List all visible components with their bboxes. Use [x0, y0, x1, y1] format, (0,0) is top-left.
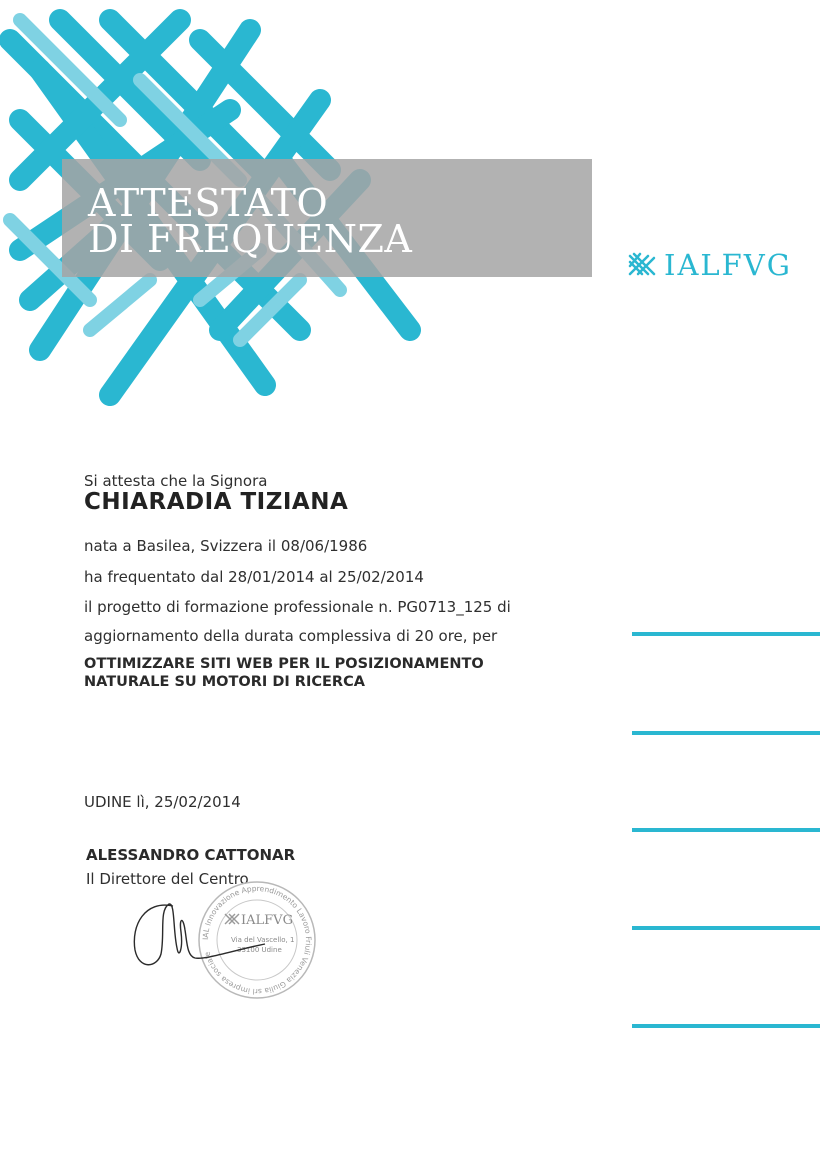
ialfvg-logo — [628, 248, 792, 282]
attendance-period: ha frequentato dal 28/01/2014 al 25/02/2014 — [84, 568, 424, 586]
place-and-date: UDINE lì, 25/02/2014 — [84, 793, 241, 811]
birth-info: nata a Basilea, Svizzera il 08/06/1986 — [84, 537, 368, 555]
signature-and-stamp — [125, 870, 335, 1000]
stamp-address-line2: 33100 Udine — [237, 946, 282, 954]
course-title — [84, 655, 484, 691]
certificate-title-line1: ATTESTATO — [88, 181, 329, 225]
decorative-rule — [632, 632, 820, 636]
duration-info: aggiornamento della durata complessiva di 20 ore, per — [84, 627, 498, 645]
course-title-line1: OTTIMIZZARE SITI WEB PER IL POSIZIONAMENTO — [84, 656, 484, 672]
ial-crossed-lines-icon — [628, 252, 658, 278]
signer-role: Il Direttore del Centro — [86, 870, 249, 888]
certificate-title-line2: DI FREQUENZA — [88, 217, 413, 261]
stamp-ring-text: IAL Innovazione Apprendimento Lavoro Friuli Venezia Giulia srl impresa sociale — [200, 883, 314, 997]
participant-name: CHIARADIA TIZIANA — [84, 489, 349, 515]
course-title-line2: NATURALE SU MOTORI DI RICERCA — [84, 674, 365, 690]
intro-text: Si attesta che la Signora — [84, 472, 268, 490]
logo-text: IALFVG — [664, 248, 792, 282]
decorative-rule — [632, 926, 820, 930]
decorative-rule — [632, 828, 820, 832]
stamp-logo-text: IALFVG — [241, 913, 293, 928]
project-info: il progetto di formazione professionale n. PG0713_125 di — [84, 598, 511, 616]
stamp-graphic — [125, 870, 335, 1000]
decorative-rule — [632, 731, 820, 735]
signer-name: ALESSANDRO CATTONAR — [86, 846, 296, 864]
decorative-rule — [632, 1024, 820, 1028]
stamp-address-line1: Via del Vascello, 1 — [231, 936, 295, 944]
